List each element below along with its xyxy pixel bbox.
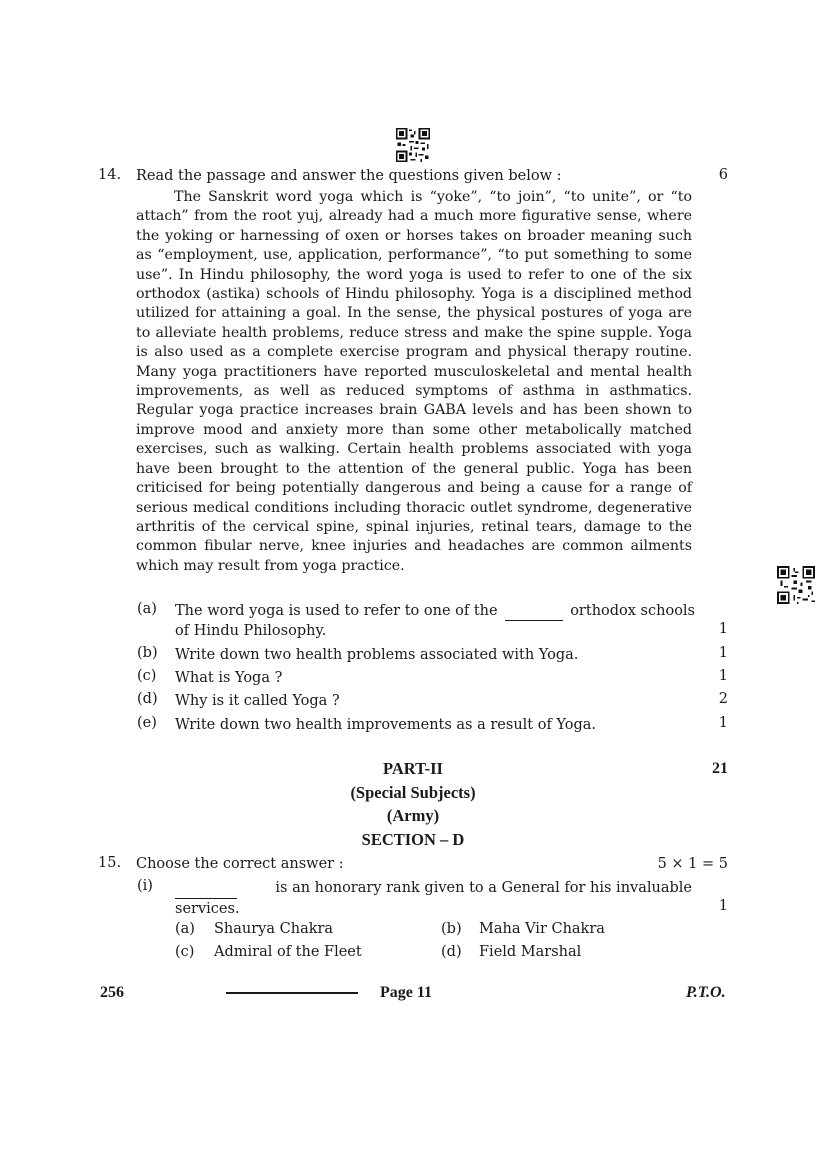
paper-code: 256 — [100, 984, 124, 1001]
sub-question-marks: 1 — [718, 645, 728, 661]
sub-question-label: (c) — [137, 668, 157, 684]
sub-question-text: Why is it called Yoga ? — [175, 693, 340, 709]
reading-passage — [136, 188, 692, 576]
answer-blank — [505, 601, 563, 621]
option-text: Maha Vir Chakra — [479, 921, 605, 937]
option-text: Shaurya Chakra — [214, 921, 334, 937]
sub-question-label: (b) — [137, 645, 158, 661]
please-turn-over: P.T.O. — [686, 984, 726, 1001]
option-label: (b) — [441, 921, 462, 937]
question-number: 15. — [98, 855, 122, 871]
sub-question-label: (a) — [137, 601, 157, 617]
qr-code-icon — [396, 128, 430, 162]
sub-question-label: (e) — [137, 715, 157, 731]
part-stream: (Army) — [386, 806, 440, 825]
sub-question-marks: 1 — [718, 668, 728, 684]
sub-question-marks: 1 — [718, 621, 728, 637]
item-text: is an honorary rank given to a General for his invaluable services. — [175, 880, 692, 917]
sub-question-text: Write down two health problems associated with Yoga. — [175, 647, 579, 663]
passage-text: The Sanskrit word yoga which is “yoke”, “to join”, “to unite”, or “to attach” from the root yuj, already had a much more figurative sense, where the yoking or harnessing of oxen or horses takes on broader meaning such as “employment, use, application, performance”, “to put something to some use”. In Hindu philosophy, the word yoga is used to refer to one of the six orthodox (astika) schools of Hindu philosophy. Yoga is a disciplined method utilized for attaining a goal. In the sense, the physical postures of yoga are to alleviate health problems, reduce stress and make the spine supple. Yoga is also used as a complete exercise program and physical therapy routine. Many yoga practitioners have reported musculoskeletal and mental health improvements, as well as reduced symptoms of asthma in asthmatics. Regular yoga practice increases brain GABA levels and has been shown to improve mood and anxiety more than some other metabolically matched exercises, such as walking. Certain health problems associated with yoga have been brought to the attention of the general public. Yoga has been criticised for being potentially dangerous and being a cause for a range of serious medical conditions including thoracic outlet syndrome, degenerative arthritis of the cervical spine, spinal injuries, retinal tears, damage to the common fibular nerve, knee injuries and headaches are common ailments which may result from yoga practice. — [136, 189, 692, 574]
part-marks: 21 — [712, 760, 728, 777]
part-subtitle: (Special Subjects) — [350, 783, 476, 802]
question-prompt: Choose the correct answer : — [136, 856, 344, 872]
option-label: (d) — [441, 944, 462, 960]
sub-question-label: (d) — [137, 691, 158, 707]
part-title: PART-II — [383, 759, 443, 778]
question-marks: 6 — [718, 167, 728, 183]
option-label: (c) — [175, 944, 195, 960]
sub-question-text: What is Yoga ? — [175, 670, 283, 686]
option-text: Field Marshal — [479, 944, 582, 960]
option-label: (a) — [175, 921, 195, 937]
item-label: (i) — [137, 878, 153, 894]
item-marks: 1 — [718, 898, 728, 914]
answer-blank — [175, 878, 237, 899]
question-marks: 5 × 1 = 5 — [657, 856, 728, 872]
footer-divider — [226, 992, 358, 994]
question-prompt: Read the passage and answer the questions given below : — [136, 168, 562, 184]
question-number: 14. — [98, 167, 122, 183]
sub-question-marks: 1 — [718, 715, 728, 731]
section-title: SECTION – D — [361, 830, 465, 849]
page-number: Page 11 — [380, 984, 432, 1001]
sub-question-text: The word yoga is used to refer to one of the orthodox schools of Hindu Philosophy. — [175, 603, 695, 639]
sub-question-marks: 2 — [718, 691, 728, 707]
sub-question-text: Write down two health improvements as a result of Yoga. — [175, 717, 597, 733]
option-text: Admiral of the Fleet — [214, 944, 362, 960]
qr-code-icon — [777, 566, 815, 604]
